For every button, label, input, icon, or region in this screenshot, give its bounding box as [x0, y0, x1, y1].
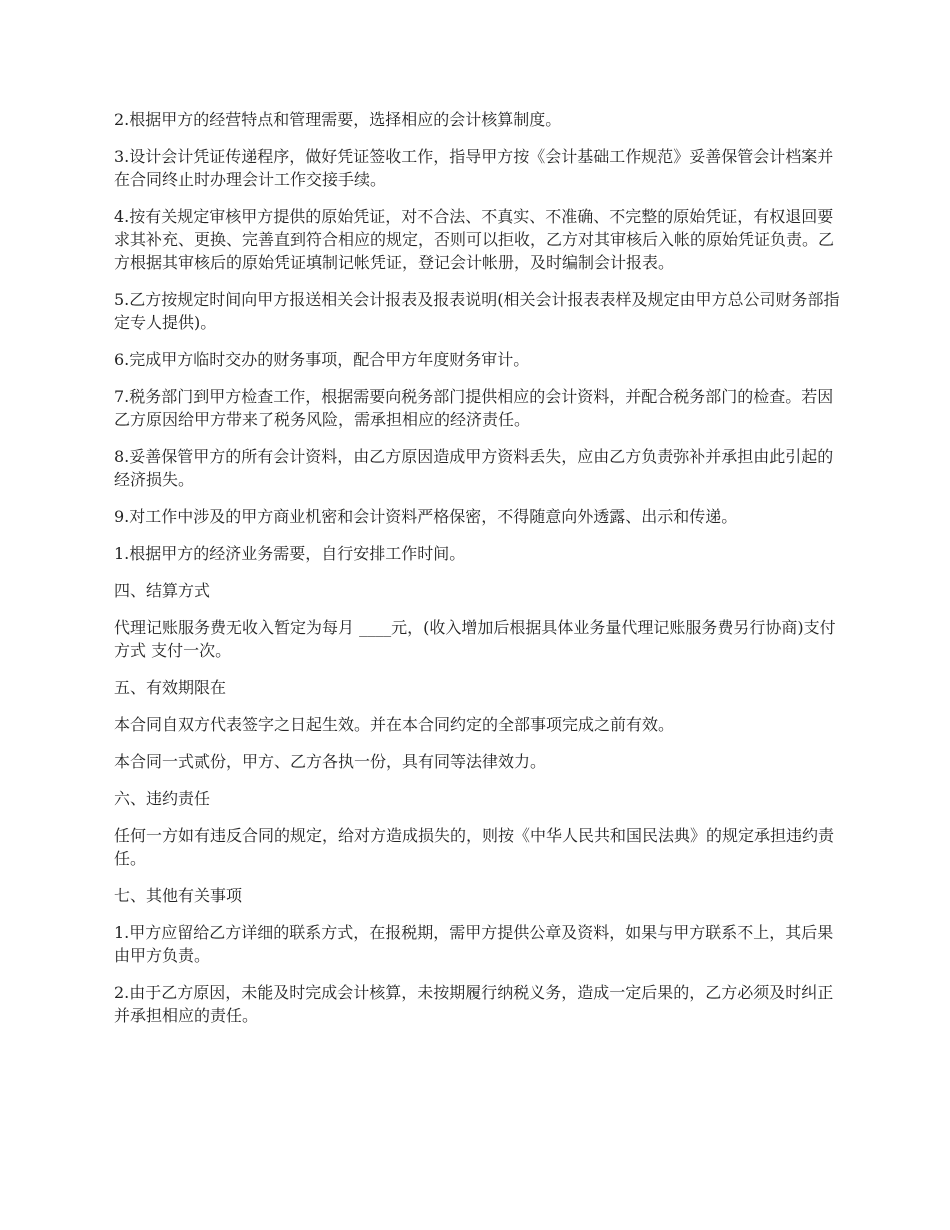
document-body — [114, 108, 840, 1041]
clause-8: 8.妥善保管甲方的所有会计资料，由乙方原因造成甲方资料丢失，应由乙方负责弥补并承担由此引起的经济损失。 — [114, 447, 834, 489]
section-heading-breach: 六、违约责任 — [114, 789, 211, 808]
section-heading-settlement: 四、结算方式 — [114, 581, 211, 600]
clause-3: 3.设计会计凭证传递程序，做好凭证签收工作，指导甲方按《会计基础工作规范》妥善保管会计档案并在合同终止时办理会计工作交接手续。 — [114, 147, 834, 189]
other-clause-1: 1.甲方应留给乙方详细的联系方式，在报税期，需甲方提供公章及资料，如果与甲方联系不上，其后果由甲方负责。 — [114, 923, 834, 965]
section-heading-other: 七、其他有关事项 — [114, 886, 243, 905]
clause-6: 6.完成甲方临时交办的财务事项，配合甲方年度财务审计。 — [114, 350, 530, 369]
validity-copies: 本合同一式贰份，甲方、乙方各执一份，具有同等法律效力。 — [114, 752, 547, 771]
party-a-right-1: 1.根据甲方的经济业务需要，自行安排工作时间。 — [114, 544, 466, 563]
clause-2: 2.根据甲方的经营特点和管理需要，选择相应的会计核算制度。 — [114, 110, 562, 129]
clause-7: 7.税务部门到甲方检查工作，根据需要向税务部门提供相应的会计资料，并配合税务部门的检查。若因乙方原因给甲方带来了税务风险，需承担相应的经济责任。 — [114, 387, 834, 429]
settlement-terms: 代理记账服务费无收入暂定为每月 ____元，(收入增加后根据具体业务量代理记账服务费另行协商)支付方式 支付一次。 — [114, 618, 836, 660]
clause-9: 9.对工作中涉及的甲方商业机密和会计资料严格保密，不得随意向外透露、出示和传递。 — [114, 507, 738, 526]
section-heading-validity: 五、有效期限在 — [114, 678, 227, 697]
breach-terms: 任何一方如有违反合同的规定，给对方造成损失的，则按《中华人民共和国民法典》的规定承担违约责任。 — [114, 826, 835, 868]
other-clause-2: 2.由于乙方原因，未能及时完成会计核算，未按期履行纳税义务，造成一定后果的，乙方必须及时纠正并承担相应的责任。 — [114, 983, 834, 1025]
clause-4: 4.按有关规定审核甲方提供的原始凭证，对不合法、不真实、不准确、不完整的原始凭证，有权退回要求其补充、更换、完善直到符合相应的规定，否则可以拒收，乙方对其审核后入帐的原始凭证负责。乙方根据其审核后的原始凭证填制记帐凭证，登记会计帐册，及时编制会计报表。 — [114, 207, 835, 272]
validity-effective: 本合同自双方代表签字之日起生效。并在本合同约定的全部事项完成之前有效。 — [114, 715, 675, 734]
clause-5: 5.乙方按规定时间向甲方报送相关会计报表及报表说明(相关会计报表表样及规定由甲方总公司财务部指定专人提供)。 — [114, 290, 840, 332]
